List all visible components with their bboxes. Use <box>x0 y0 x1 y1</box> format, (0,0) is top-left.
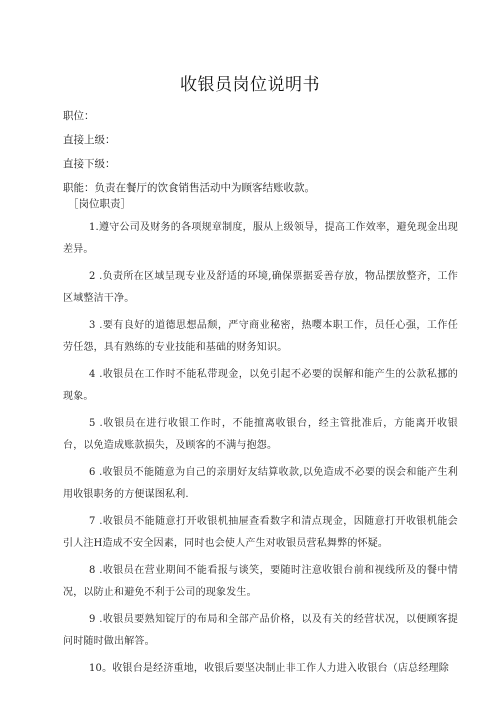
duty-item-10: 10。收银台是经济重地，收银后要坚决制止非工作人力进入收银台（店总经理除 <box>89 663 449 674</box>
job-info-fields <box>63 104 463 200</box>
field-position: 职位： <box>63 110 95 122</box>
duty-item-5: 5 .收银员在进行收银工作时，不能擅离收银台，经主管批准后，方能离开收银台，以免造成账款损失，及顾客的不满与抱怨。 <box>63 418 458 451</box>
duty-item-4: 4 .收银员在工作时不能私带现金，以免引起不必要的误解和能产生的公款私挪的现象。 <box>63 369 458 402</box>
duties-list <box>63 217 458 685</box>
page-title: 收银员岗位说明书 <box>180 75 320 95</box>
duty-item-7: 7 .收银员不能随意打开收银机抽屉查看数字和清点现金，因随意打开收银机能会引人注H造成不安全因素，同时也会使人产生对收银员营私舞弊的怀疑。 <box>63 516 458 549</box>
duty-item-9: 9 .收银员要熟知锭厅的布局和全部产品价格，以及有关的经营状况，以便顾客提问时随时做出解答。 <box>63 614 458 647</box>
section-heading-duties: ［岗位职责］ <box>68 198 131 210</box>
duty-item-8: 8 .收银员在营业期间不能看报与谈笑，要随时注意收银台前和视线所及的餐中情况，以防止和避免不利于公司的现象发生。 <box>63 565 458 598</box>
field-direct-superior: 直接上级： <box>63 134 116 146</box>
duty-item-3: 3 .要有良好的道德思想品颓，严守商业秘密，热嘤本职工作，员任心强，工作任劳任怨，具有熟练的专业技能和基础的财务知识。 <box>63 320 458 353</box>
duty-item-6: 6 .收银员不能随意为自己的亲朋好友结算收款,以免造成不必要的误会和能产生利用收银职务的方便谋图私利. <box>63 467 458 500</box>
duty-item-1: 1.遵守公司及财务的各项规章制度，服从上级领导，提高工作效率，避免现金出现差异。 <box>63 222 458 255</box>
field-direct-subordinate: 直接下级： <box>63 158 116 170</box>
field-function: 职能：负责在餐厅的饮食销售活动中为顾客结账收款。 <box>63 182 315 194</box>
duty-item-2: 2 .负责所在区域呈现专业及舒适的环境,确保票据妥善存放，物品摆放整齐，工作区域整洁干净。 <box>63 271 458 304</box>
